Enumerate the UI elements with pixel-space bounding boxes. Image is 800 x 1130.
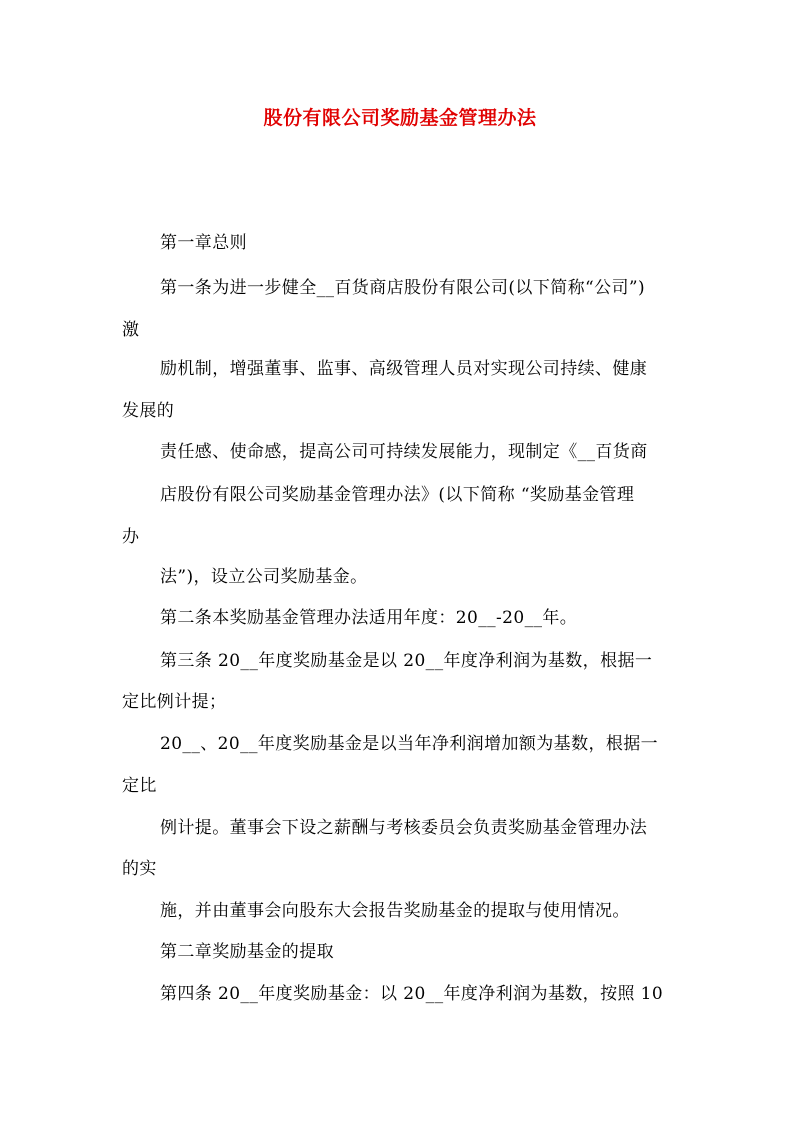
paragraph-line: 办 [122,527,140,547]
paragraph-line: 责任感、使命感，提高公司可持续发展能力，现制定《__百货商 [160,442,648,462]
paragraph-line: 施，并由董事会向股东大会报告奖励基金的提取与使用情况。 [160,901,630,921]
paragraph-line: 第三条 20__年度奖励基金是以 20__年度净利润为基数，根据一 [160,651,653,671]
paragraph-line: 定比例计提； [122,692,227,712]
paragraph-line: 店股份有限公司奖励基金管理办法》(以下简称 “奖励基金管理 [160,485,635,505]
paragraph-line: 20__、20__年度奖励基金是以当年净利润增加额为基数，根据一 [160,734,659,754]
paragraph-line: 第一条为进一步健全__百货商店股份有限公司(以下简称“公司”) [160,278,646,298]
paragraph-line: 法”)，设立公司奖励基金。 [160,567,368,587]
paragraph-line: 发展的 [122,401,175,421]
paragraph-line: 例计提。董事会下设之薪酬与考核委员会负责奖励基金管理办法 [160,818,648,838]
paragraph-line: 励机制，增强董事、监事、高级管理人员对实现公司持续、健康 [160,359,648,379]
chapter-heading: 第二章奖励基金的提取 [160,942,334,962]
paragraph-line: 第四条 20__年度奖励基金：以 20__年度净利润为基数，按照 10 [160,984,664,1004]
paragraph-line: 定比 [122,776,157,796]
paragraph-line: 的实 [122,859,157,879]
paragraph-line: 第二条本奖励基金管理办法适用年度：20__-20__年。 [160,608,578,628]
paragraph-line: 激 [122,320,140,340]
document-title: 股份有限公司奖励基金管理办法 [263,107,537,129]
chapter-heading: 第一章总则 [160,233,247,253]
